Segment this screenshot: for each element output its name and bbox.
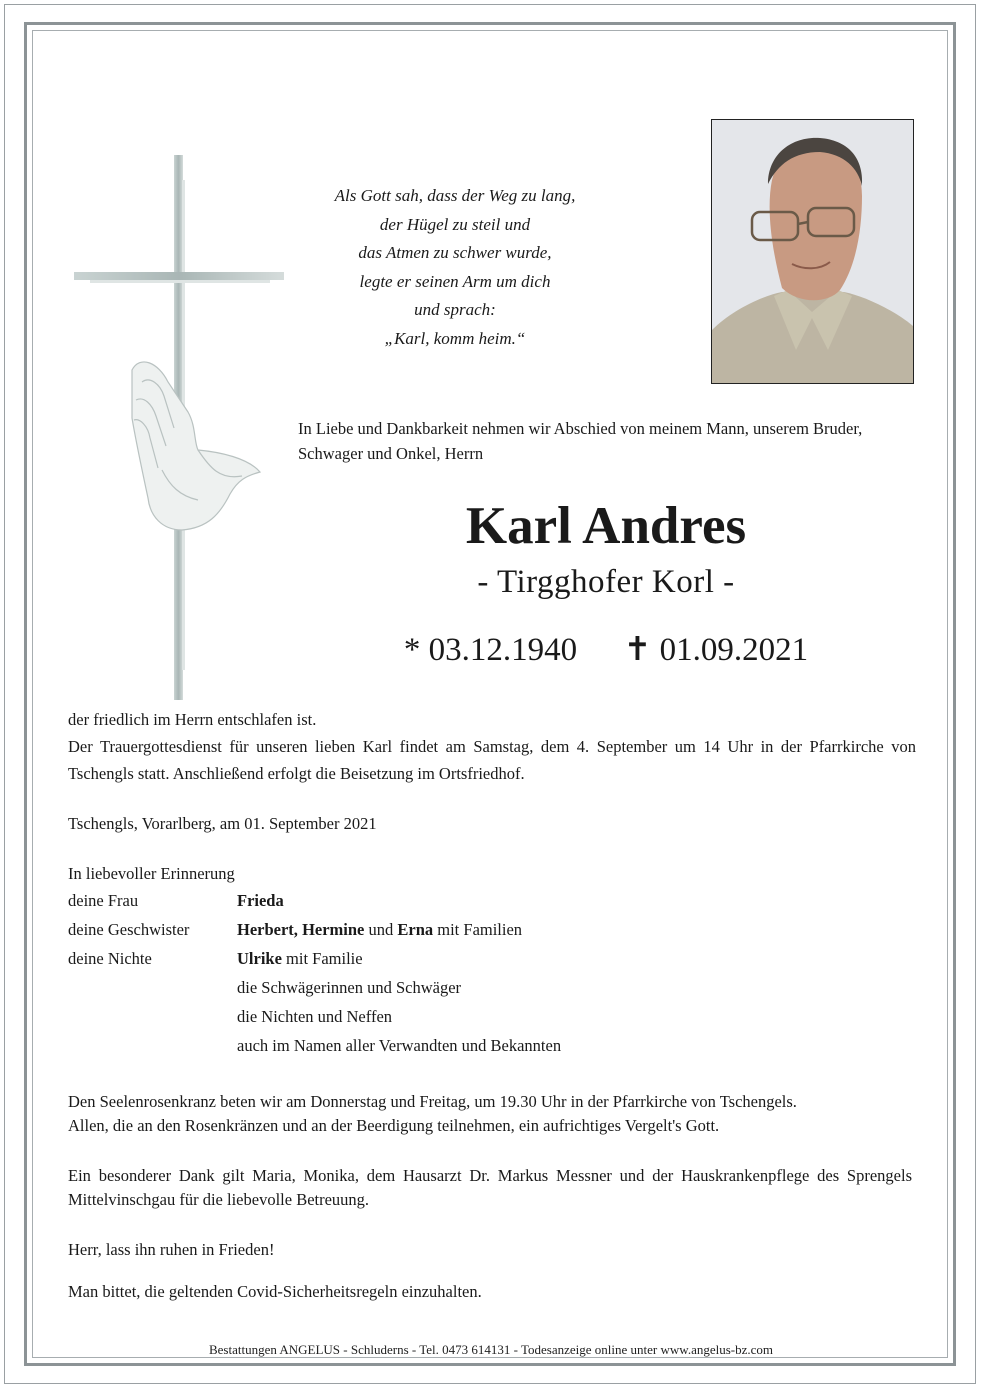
nieces-nephews-line: die Nichten und Neffen bbox=[237, 1007, 393, 1026]
family-list bbox=[68, 886, 916, 1060]
families-text: mit Familien bbox=[437, 920, 523, 939]
in-laws-line: die Schwägerinnen und Schwäger bbox=[237, 978, 462, 997]
list-item bbox=[68, 886, 916, 915]
birth-date: 03.12.1940 bbox=[428, 632, 578, 668]
place-date: Tschengls, Vorarlberg, am 01. September 2021 bbox=[68, 814, 377, 833]
niece-name: Ulrike bbox=[237, 949, 282, 968]
list-item bbox=[68, 1002, 916, 1031]
poem-line: Als Gott sah, dass der Weg zu lang, bbox=[334, 186, 576, 205]
service-text: Der Trauergottesdienst für unseren lieben Karl findet am Samstag, dem 4. September um 14 Uhr in der Pfarrkirche von Tschengls statt. Anschließend erfolgt die Beisetzung im Ortsfriedhof. bbox=[68, 737, 916, 783]
relation-label: deine Nichte bbox=[68, 949, 152, 968]
poem bbox=[310, 182, 600, 354]
rosary-text: Den Seelenrosenkranz beten wir am Donnerstag und Freitag, um 19.30 Uhr in der Pfarrkirche von Tschengels. bbox=[68, 1092, 797, 1111]
memory-line: In liebevoller Erinnerung bbox=[68, 864, 235, 883]
poem-line: und sprach: bbox=[414, 300, 496, 320]
sibling-name: Hermine bbox=[302, 920, 365, 939]
death-date: 01.09.2021 bbox=[659, 632, 809, 668]
footer-contact: Bestattungen ANGELUS - Schluderns - Tel. 0473 614131 - Todesanzeige online unter www.angelus-bz.com bbox=[208, 1342, 774, 1357]
covid-text: Man bittet, die geltenden Covid-Sicherheitsregeln einzuhalten. bbox=[68, 1282, 482, 1301]
sibling-name: Herbert, bbox=[237, 920, 298, 939]
list-item bbox=[68, 915, 916, 944]
deceased-name: Karl Andres bbox=[465, 497, 747, 555]
sibling-name: Erna bbox=[397, 920, 434, 939]
birth-star-icon: * bbox=[403, 632, 421, 668]
relation-label: deine Frau bbox=[68, 891, 139, 910]
death-cross-icon: ✝ bbox=[623, 632, 652, 668]
relatives-line: auch im Namen aller Verwandten und Bekannten bbox=[237, 1036, 562, 1055]
relation-label: deine Geschwister bbox=[68, 920, 190, 939]
wife-name: Frieda bbox=[237, 891, 284, 910]
poem-line: „Karl, komm heim.“ bbox=[384, 328, 526, 348]
portrait-photo bbox=[711, 119, 914, 384]
thanks-all-text: Allen, die an den Rosenkränzen und an der Beerdigung teilnehmen, ein aufrichtiges Vergelt's Gott. bbox=[68, 1116, 720, 1135]
special-thanks-text: Ein besonderer Dank gilt Maria, Monika, dem Hausarzt Dr. Markus Messner und der Hauskrankenpflege des Sprengels Mittelvinschgau für die liebevolle Betreuung. bbox=[68, 1166, 912, 1209]
family-text: mit Familie bbox=[286, 949, 363, 968]
passing-line: der friedlich im Herrn entschlafen ist. bbox=[68, 710, 317, 729]
service-info bbox=[68, 706, 916, 887]
conjunction: und bbox=[368, 920, 394, 939]
poem-line: das Atmen zu schwer wurde, bbox=[358, 243, 552, 263]
closing-text bbox=[68, 1090, 912, 1304]
poem-line: legte er seinen Arm um dich bbox=[359, 271, 551, 291]
intro-text: In Liebe und Dankbarkeit nehmen wir Abschied von meinem Mann, unserem Bruder, Schwager und Onkel, Herrn bbox=[298, 419, 863, 463]
deceased-nickname: - Tirgghofer Korl - bbox=[477, 564, 735, 600]
prayer-text: Herr, lass ihn ruhen in Frieden! bbox=[68, 1240, 275, 1259]
list-item bbox=[68, 1031, 916, 1060]
cross-with-praying-hands-icon bbox=[70, 150, 290, 710]
poem-line: der Hügel zu steil und bbox=[379, 214, 531, 234]
portrait-illustration-icon bbox=[712, 120, 913, 383]
list-item bbox=[68, 973, 916, 1002]
list-item bbox=[68, 944, 916, 973]
life-dates bbox=[300, 626, 912, 674]
